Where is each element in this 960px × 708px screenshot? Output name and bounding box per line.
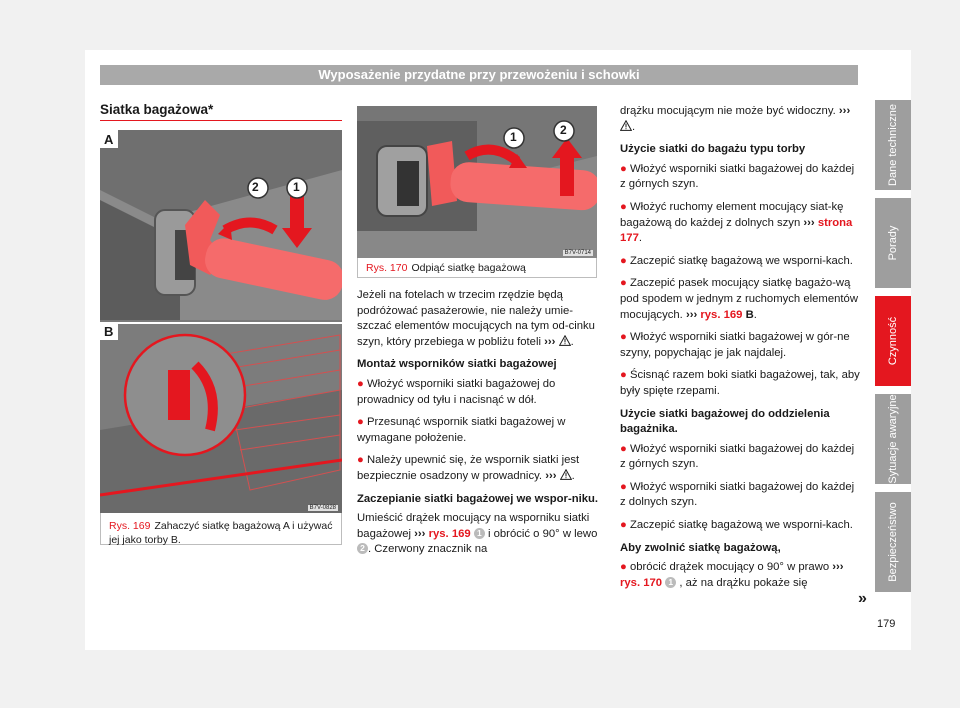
paragraph-text: . Czerwony znacznik na [368,543,488,556]
bullet-item [620,200,860,247]
text-column-right [620,104,860,598]
figure-170-caption [357,258,597,278]
bullet-item [620,442,860,473]
callout-2: 2 [560,123,567,137]
figure-169 [100,130,342,513]
tab-label: Sytuacje awaryjne [887,394,899,484]
bullet-text: Ścisnąć razem boki siatki bagażowej, tak, aby były spięte rzepami. [620,369,860,397]
figure-code: B7V-0828 [309,505,336,511]
tab-label: Czynność [887,316,899,366]
warning-icon [559,335,571,346]
bullet-icon: ● [620,369,627,382]
punct: . [753,308,757,321]
tab-sytuacje-awaryjne[interactable] [875,394,911,484]
bullet-text: Włożyć wsporniki siatki bagażowej w gór-ne szyny, popychając je jak najdalej. [620,331,850,359]
bullet-text: Należy upewnić się, że wspornik siatki jest bezpiecznie osadzony w prowadnicy. [357,454,580,482]
bullet-item [620,518,860,534]
punct: . [632,120,636,133]
text-column-middle [357,288,599,565]
paragraph-text: drążku mocującym nie może być widoczny. [620,105,836,117]
warning-icon [560,469,572,480]
bullet-text: Włożyć wsporniki siatki bagażowej do prowadnicy od tyłu i nacisnąć w dół. [357,377,556,406]
bullet-item [357,415,599,446]
subheading: Montaż wsporników siatki bagażowej [357,358,557,371]
bullet-icon: ● [357,377,364,390]
page-link[interactable]: strona 177 [620,216,853,245]
bullet-icon: ● [620,331,627,344]
figure-169-label: Rys. 169 [109,520,151,532]
bullet-item [620,276,860,323]
figure-link[interactable]: rys. 169 [700,308,743,321]
tab-label: Dane techniczne [887,104,899,186]
tab-label: Porady [887,225,899,261]
tab-porady[interactable] [875,198,911,288]
subheading: Zaczepianie siatki bagażowej we wspor-niku. [357,492,599,505]
ref-arrow: ››› [414,527,426,540]
callout-2: 2 [252,180,259,194]
figure-169-caption-text: Zahaczyć siatkę bagażową A i używać jej jako torby B. [109,520,333,546]
bullet-icon: ● [620,200,627,213]
title-underline [100,120,342,121]
bullet-icon: ● [620,561,627,574]
figure-170-caption-text: Odpiąć siatkę bagażową [411,262,526,274]
callout-number-badge: 1 [665,577,676,588]
panel-ref: B [745,308,754,321]
bullet-item [620,480,860,511]
bullet-text: Zaczepić siatkę bagażową we wsporni-kach. [629,519,853,532]
paragraph-text: Jeżeli na fotelach w trzecim rzędzie będą podróżować pasażerowie, nie należy umie-szczać elementów mocujących na tym od-cinku szyn, który przebiega w pobliżu foteli [357,289,595,348]
ref-arrow: ››› [545,469,557,482]
callout-1: 1 [510,130,517,144]
tab-label: Bezpieczeństwo [887,502,899,582]
ref-arrow: ››› [544,335,556,348]
bullet-icon: ● [357,454,364,467]
panel-b-label: B [104,324,114,339]
bullet-icon: ● [620,480,627,493]
ref-arrow: ››› [685,308,698,321]
callout-number-badge: 1 [474,528,485,539]
bullet-icon: ● [620,277,627,290]
paragraph [357,288,599,350]
panel-a-label: A [104,132,114,147]
paragraph-text: i obrócić o 90° w lewo [487,527,598,540]
figure-link[interactable]: rys. 170 [620,576,663,589]
paragraph-text: Umieścić drążek mocujący na wsporniku siatki bagażowej [357,512,590,540]
bullet-icon: ● [620,254,627,267]
callout-number-badge: 2 [357,543,368,554]
page-number: 179 [877,618,896,630]
bullet-text: Zaczepić pasek mocujący siatkę bagażo-wą pod spodem w jednym z ruchomych elementów mocujących. [620,277,858,321]
bullet-text: obrócić drążek mocujący o 90° w prawo [629,561,830,574]
punct: . [571,469,575,482]
paragraph [357,511,599,558]
bullet-icon: ● [620,519,627,532]
continue-icon: » [858,590,867,607]
figure-170 [357,106,597,258]
ref-arrow: ››› [832,561,844,574]
figure-link[interactable]: rys. 169 [428,527,471,540]
bullet-item [620,560,860,591]
subheading: Użycie siatki do bagażu typu torby [620,143,806,156]
bullet-icon: ● [620,442,627,455]
page-header: Wyposażenie przydatne przy przewożeniu i schowki [100,65,858,85]
bullet-icon: ● [620,162,627,175]
bullet-item [620,330,860,361]
bullet-text: , aż na drążku pokaże się [679,576,808,589]
subheading: Użycie siatki bagażowej do oddzielenia bagażnika. [620,407,830,436]
ref-arrow: ››› [803,216,815,229]
bullet-text: Włożyć wsporniki siatki bagażowej do każdej z górnych szyn. [620,162,855,191]
bullet-text: Przesunąć wspornik siatki bagażowej w wymagane położenie. [357,416,566,444]
figure-code: B7V-0714 [564,250,591,256]
bullet-item [357,377,599,408]
bullet-text: Zaczepić siatkę bagażową we wsporni-kach. [629,254,853,267]
tab-czynnosc[interactable] [875,296,911,386]
bullet-text: Włożyć ruchomy element mocujący siat-kę bagażową do każdej z dolnych szyn [620,200,844,229]
paragraph [620,104,860,135]
subheading: Aby zwolnić siatkę bagażową, [620,541,781,554]
tab-bezpieczenstwo[interactable] [875,492,911,592]
bullet-icon: ● [357,416,364,429]
bullet-item [357,453,599,484]
bullet-text: Włożyć wsporniki siatki bagażowej do każdej z dolnych szyn. [620,480,855,509]
punct: . [570,335,574,348]
ref-arrow: ››› [838,105,851,117]
tab-dane-techniczne[interactable] [875,100,911,190]
punct: . [638,232,642,245]
warning-icon [620,120,632,131]
bullet-item [620,162,860,193]
bullet-text: Włożyć wsporniki siatki bagażowej do każdej z górnych szyn. [620,442,855,471]
figure-169-caption [100,513,342,545]
section-title: Siatka bagażowa* [100,102,214,117]
bullet-item [620,254,860,270]
figure-170-label: Rys. 170 [366,262,408,274]
bullet-item [620,368,860,399]
callout-1: 1 [293,180,300,194]
